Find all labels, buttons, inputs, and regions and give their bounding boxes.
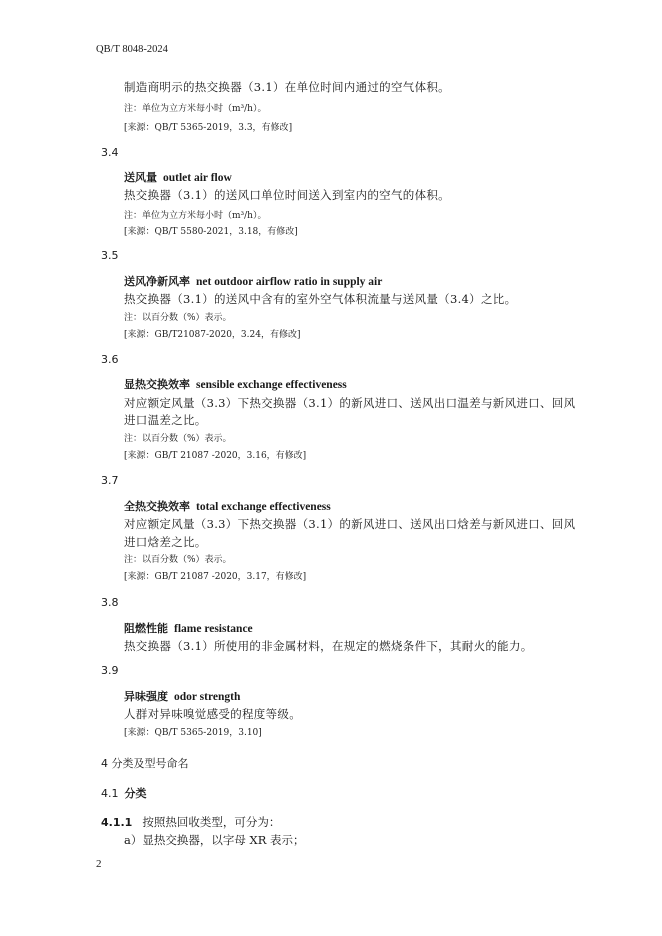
definition-text: 热交换器（3.1）的送风口单位时间送入到室内的空气的体积。 — [124, 188, 450, 202]
term-heading — [124, 498, 331, 514]
clause-heading-number: 4.1.1 — [101, 816, 133, 829]
definition-text: 人群对异味嗅觉感受的程度等级。 — [124, 707, 301, 721]
definition-text: 对应额定风量（3.3）下热交换器（3.1）的新风进口、送风出口焓差与新风进口、回风 — [124, 517, 576, 531]
definition-text: 热交换器（3.1）所使用的非金属材料，在规定的燃烧条件下，其耐火的能力。 — [124, 639, 533, 653]
term-heading — [124, 688, 240, 704]
term-chinese: 显热交换效率 — [124, 378, 190, 391]
definition-text: 热交换器（3.1）的送风中含有的室外空气体积流量与送风量（3.4）之比。 — [124, 292, 517, 306]
term-english: net outdoor airflow ratio in supply air — [196, 276, 383, 288]
definition-text-continued: 进口温差之比。 — [124, 413, 207, 427]
term-english: flame resistance — [174, 623, 253, 635]
section-heading: 4 分类及型号命名 — [101, 757, 189, 770]
source-citation: [来源：QB/T 5580-2021，3.18，有修改] — [124, 227, 298, 237]
clause-number: 3.6 — [101, 353, 119, 366]
source-citation: [来源：GB/T 21087 -2020，3.17，有修改] — [124, 572, 307, 582]
clause-heading-text: 按照热回收类型，可分为： — [142, 815, 281, 829]
subsection-number: 4.1 — [101, 787, 119, 800]
source-citation: [来源：QB/T 5365-2019，3.3，有修改] — [124, 123, 293, 133]
note-text: 注：以百分数（%）表示。 — [124, 434, 232, 444]
note-text: 注：以百分数（%）表示。 — [124, 313, 232, 323]
clause-number: 3.7 — [101, 474, 119, 487]
term-heading — [124, 169, 232, 185]
page-number: 2 — [96, 858, 102, 870]
subsection-heading — [101, 785, 147, 801]
clause-heading — [101, 814, 280, 830]
term-heading — [124, 376, 347, 392]
page-header-standard-code: QB/T 8048-2024 — [96, 44, 168, 55]
definition-text-continued: 进口焓差之比。 — [124, 535, 207, 549]
source-citation: [来源：GB/T21087-2020，3.24，有修改] — [124, 330, 301, 340]
clause-number: 3.8 — [101, 596, 119, 609]
term-english: total exchange effectiveness — [196, 501, 331, 513]
term-heading — [124, 620, 253, 636]
term-chinese: 送风净新风率 — [124, 275, 190, 288]
clause-number: 3.5 — [101, 249, 119, 262]
subsection-title: 分类 — [124, 787, 147, 800]
term-english: sensible exchange effectiveness — [196, 379, 347, 391]
clause-number: 3.9 — [101, 664, 119, 677]
definition-text: 对应额定风量（3.3）下热交换器（3.1）的新风进口、送风出口温差与新风进口、回风 — [124, 396, 576, 410]
term-chinese: 阻燃性能 — [124, 622, 168, 635]
source-citation: [来源：GB/T 21087 -2020，3.16，有修改] — [124, 451, 307, 461]
note-text: 注：单位为立方米每小时（m³/h）。 — [124, 104, 267, 114]
list-item: a）显热交换器，以字母 XR 表示； — [124, 833, 305, 847]
source-citation: [来源：QB/T 5365-2019，3.10] — [124, 728, 262, 738]
term-chinese: 送风量 — [124, 171, 157, 184]
clause-number: 3.4 — [101, 146, 119, 159]
term-chinese: 全热交换效率 — [124, 500, 190, 513]
term-english: odor strength — [174, 691, 241, 703]
term-english: outlet air flow — [163, 172, 232, 184]
definition-text: 制造商明示的热交换器（3.1）在单位时间内通过的空气体积。 — [124, 80, 450, 94]
term-heading — [124, 273, 382, 289]
note-text: 注：单位为立方米每小时（m³/h）。 — [124, 211, 267, 221]
note-text: 注：以百分数（%）表示。 — [124, 555, 232, 565]
term-chinese: 异味强度 — [124, 690, 168, 703]
